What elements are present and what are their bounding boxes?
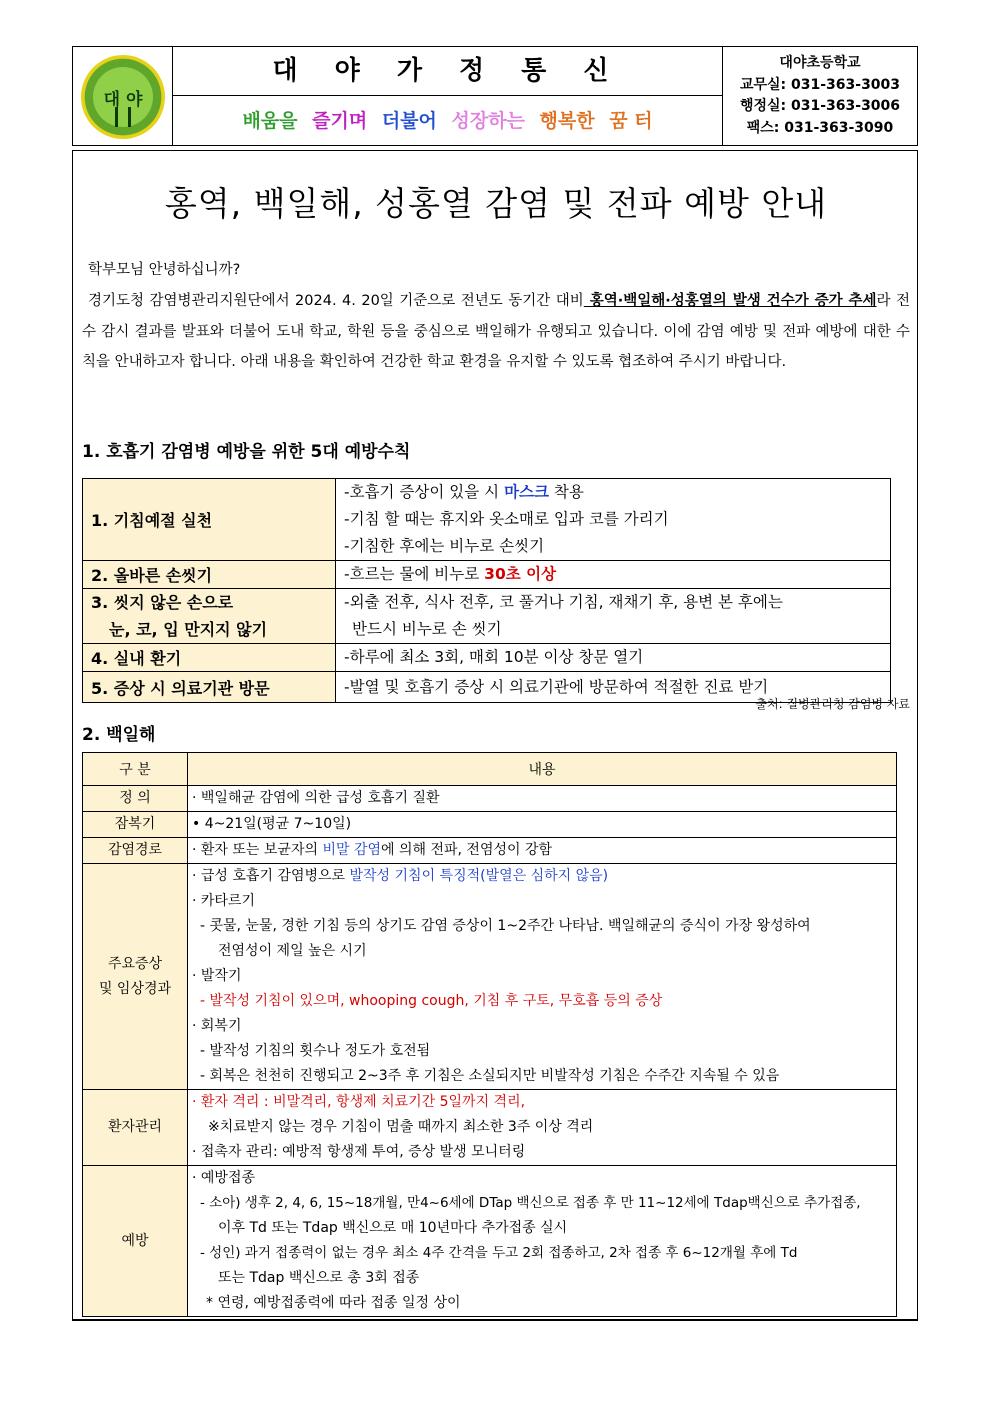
intro-text-2: 라 전수 감시 결과를 발표와 더불어 도내 학교, 학원 등을 중심으로 백일해가 유행되고 있습니다. 이에 감염 예방 및 전파 예방에 대한 수칙을 안내하고자 합니다. 아래 내용을 확인하여 건강한 학교 환경을 유지할 수 있도록 협조하여 주시기 바랍니다. (82, 293, 911, 370)
intro-highlight: 홍역·백일해·성홍열의 발생 건수가 증가 추세 (583, 293, 877, 309)
newsletter-title: 대 야 가 정 통 신 (173, 47, 722, 96)
row-text: 에 의해 전파, 전염성이 강함 (381, 842, 553, 858)
table-row (83, 561, 891, 589)
table-row (83, 786, 897, 812)
row-value: · 백일해균 감염에 의한 급성 호흡기 질환 (188, 786, 897, 812)
row-text: · 접촉자 관리: 예방적 항생제 투여, 증상 발생 모니터링 (192, 1144, 526, 1160)
motto-word-1: 배움을 (242, 110, 298, 132)
school-motto (173, 99, 722, 143)
row-text: - 발작성 기침이 있으며, whooping cough, 기침 후 구토, 무호흡 등의 증상 (200, 993, 663, 1009)
logo-text: 대 야 (103, 90, 143, 110)
table-row (83, 838, 897, 864)
rule-value (336, 479, 891, 561)
rule-text: -흐르는 물에 비누로 (344, 565, 485, 583)
greeting: 학부모님 안녕하십니까? (88, 262, 241, 278)
rule-text: 반드시 비누로 손 씻기 (352, 620, 502, 638)
rule-value (336, 561, 891, 589)
row-text: - 회복은 천천히 진행되고 2~3주 후 기침은 소실되지만 비발작성 기침은 수주간 지속될 수 있음 (200, 1068, 780, 1084)
phone-admin: 행정실: 031-363-3006 (739, 98, 901, 114)
row-text: 이후 Td 또는 Tdap 백신으로 매 10년마다 추가접종 실시 (218, 1220, 568, 1236)
contact-info (723, 53, 917, 139)
motto-word-6: 꿈 터 (609, 110, 653, 132)
row-key-line: 주요증상 (107, 955, 163, 972)
row-text: · 발작기 (192, 968, 242, 984)
fax-number: 팩스: 031-363-3090 (746, 119, 894, 136)
row-text: - 콧물, 눈물, 경한 기침 등의 상기도 감염 증상이 1~2주간 나타남. 백일해균의 증식이 가장 왕성하여 (200, 918, 811, 934)
row-key: 정 의 (83, 786, 188, 812)
rule-key: 4. 실내 환기 (83, 644, 336, 672)
rule-key: 5. 증상 시 의료기관 방문 (83, 672, 336, 703)
row-text: - 소아) 생후 2, 4, 6, 15~18개월, 만4~6세에 DTap 백신으로 접종 후 만 11~12세에 Tdap백신으로 추가접종, (200, 1195, 861, 1211)
row-value (188, 1090, 897, 1166)
school-name: 대야초등학교 (779, 55, 861, 71)
section2-heading: 2. 백일해 (82, 725, 156, 745)
rule-text: -기침 할 때는 휴지와 옷소매로 입과 코를 가리기 (344, 510, 669, 528)
row-key: 예방 (83, 1166, 188, 1317)
column-header: 내용 (188, 753, 897, 786)
table-row (83, 1166, 897, 1317)
table-row (83, 812, 897, 838)
duration-highlight: 30초 이상 (484, 565, 557, 583)
row-key: 잠복기 (83, 812, 188, 838)
row-value: • 4~21일(평균 7~10일) (188, 812, 897, 838)
pertussis-table (82, 752, 897, 1317)
rule-text: -호흡기 증상이 있을 시 (344, 483, 505, 501)
rule-text: 착용 (548, 483, 584, 501)
row-text: - 성인) 과거 접종력이 없는 경우 최소 4주 간격을 두고 2회 접종하고, 2차 접종 후 6~12개월 후에 Td (200, 1245, 798, 1261)
rule-text: -외출 전후, 식사 전후, 코 풀거나 기침, 재채기 후, 용변 본 후에는 (344, 593, 783, 611)
table-row (83, 864, 897, 1090)
row-key (83, 864, 188, 1090)
row-value (188, 838, 897, 864)
header-center (173, 47, 723, 145)
row-value (188, 1166, 897, 1317)
column-header: 구 분 (83, 753, 188, 786)
table-row (83, 479, 891, 561)
motto-word-2: 즐기며 (312, 110, 368, 132)
logo-cell (73, 47, 173, 145)
intro-text-1: 경기도청 감염병관리지원단에서 2024. 4. 20일 기준으로 전년도 동기간 대비 (88, 293, 584, 309)
prevention-rules-table (82, 478, 891, 703)
row-text: ※치료받지 않는 경우 기침이 멈출 때까지 최소한 3주 이상 격리 (208, 1119, 594, 1135)
logo-tree-icon (115, 107, 131, 127)
row-text: * 연령, 예방접종력에 따라 접종 일정 상이 (206, 1295, 461, 1311)
row-value (188, 864, 897, 1090)
table-header-row (83, 753, 897, 786)
rule-key: 2. 올바른 손씻기 (83, 561, 336, 589)
row-text: · 환자 격리 : 비말격리, 항생제 치료기간 5일까지 격리, (192, 1094, 526, 1110)
rule-key-line: 3. 씻지 않은 손으로 (91, 593, 234, 612)
page-title: 홍역, 백일해, 성홍열 감염 및 전파 예방 안내 (164, 184, 828, 223)
row-text: · 예방접종 (192, 1170, 255, 1186)
row-key: 환자관리 (83, 1090, 188, 1166)
row-key-line: 및 임상경과 (98, 980, 172, 997)
rule-key: 1. 기침예절 실천 (83, 479, 336, 561)
table-row (83, 589, 891, 644)
rule-text: -하루에 최소 3회, 매회 10분 이상 창문 열기 (344, 648, 644, 666)
row-key: 감염경로 (83, 838, 188, 864)
motto-word-4: 성장하는 (451, 110, 525, 132)
motto-word-5: 행복한 (539, 110, 595, 132)
row-text: 또는 Tdap 백신으로 총 3회 접종 (218, 1270, 420, 1286)
row-text: · 환자 또는 보균자의 (192, 842, 323, 858)
table-row (83, 644, 891, 672)
mask-highlight: 마스크 (504, 483, 549, 501)
bottom-divider (72, 1320, 918, 1321)
source-note: 출처: 질병관리청 감염병 자료 (755, 697, 910, 711)
droplet-highlight: 비말 감염 (322, 842, 381, 858)
row-text: - 발작성 기침의 횟수나 정도가 호전됨 (200, 1043, 431, 1059)
intro-paragraph (82, 286, 910, 378)
newsletter-header (72, 46, 918, 146)
motto-word-3: 더불어 (381, 110, 437, 132)
cough-highlight: 발작성 기침이 특징적(발열은 심하지 않음) (349, 868, 609, 884)
rule-key-line: 눈, 코, 입 만지지 않기 (109, 620, 268, 639)
section1-heading: 1. 호흡기 감염병 예방을 위한 5대 예방수칙 (82, 442, 411, 462)
rule-text: -발열 및 호흡기 증상 시 의료기관에 방문하여 적절한 진료 받기 (344, 678, 769, 696)
phone-office: 교무실: 031-363-3003 (739, 76, 901, 93)
row-text: 전염성이 제일 높은 시기 (218, 943, 367, 959)
row-text: · 급성 호흡기 감염병으로 (192, 868, 350, 884)
rule-key (83, 589, 336, 644)
school-logo (81, 55, 165, 139)
rule-value (336, 644, 891, 672)
rule-value (336, 589, 891, 644)
row-text: · 회복기 (192, 1018, 242, 1034)
row-text: · 카타르기 (192, 893, 255, 909)
rule-text: -기침한 후에는 비누로 손씻기 (344, 537, 545, 555)
table-row (83, 1090, 897, 1166)
